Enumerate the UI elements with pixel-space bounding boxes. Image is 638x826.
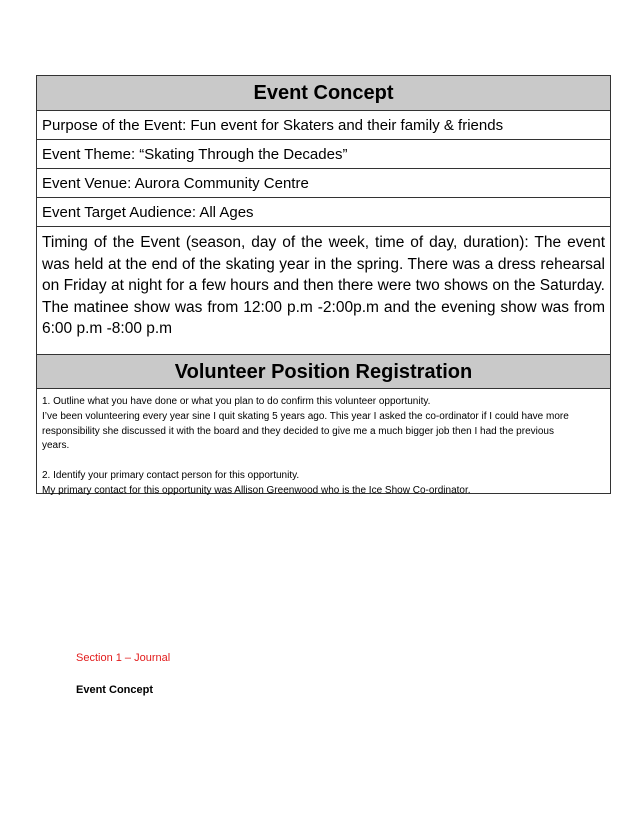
answer-1-line-1: I’ve been volunteering every year sine I quit skating 5 years ago. This year I asked the co-ordinator if I could have more <box>42 410 569 422</box>
volunteer-registration-header: Volunteer Position Registration <box>37 354 610 388</box>
question-2: 2. Identify your primary contact person for this opportunity. <box>42 470 300 482</box>
event-form-table <box>36 75 611 494</box>
journal-subtitle: Event Concept <box>76 684 154 696</box>
journal-section-label: Section 1 – Journal <box>76 652 171 664</box>
event-venue: Event Venue: Aurora Community Centre <box>37 168 610 197</box>
event-audience: Event Target Audience: All Ages <box>37 197 610 226</box>
answer-1-line-2: responsibility she discussed it with the board and they decided to give me a much bigger job then I had the previous <box>42 425 554 437</box>
paragraph-gap <box>42 454 605 469</box>
event-concept-header: Event Concept <box>37 76 610 110</box>
volunteer-registration-body <box>37 388 610 496</box>
answer-1-line-3: years. <box>42 440 70 452</box>
event-purpose: Purpose of the Event: Fun event for Skaters and their family & friends <box>37 110 610 139</box>
answer-2: My primary contact for this opportunity was Allison Greenwood who is the Ice Show Co-ordinator. <box>42 484 471 496</box>
event-theme: Event Theme: “Skating Through the Decades” <box>37 139 610 168</box>
question-1: 1. Outline what you have done or what you plan to do confirm this volunteer opportunity. <box>42 396 431 407</box>
event-timing: Timing of the Event (season, day of the week, time of day, duration): The event was held at the end of the skating year in the spring. There was a dress rehearsal on Friday at night for a few hours and then there were two shows on the Saturday. The matinee show was from 12:00 p.m -2:00p.m and the evening show was from 6:00 p.m -8:00 p.m <box>37 226 610 354</box>
